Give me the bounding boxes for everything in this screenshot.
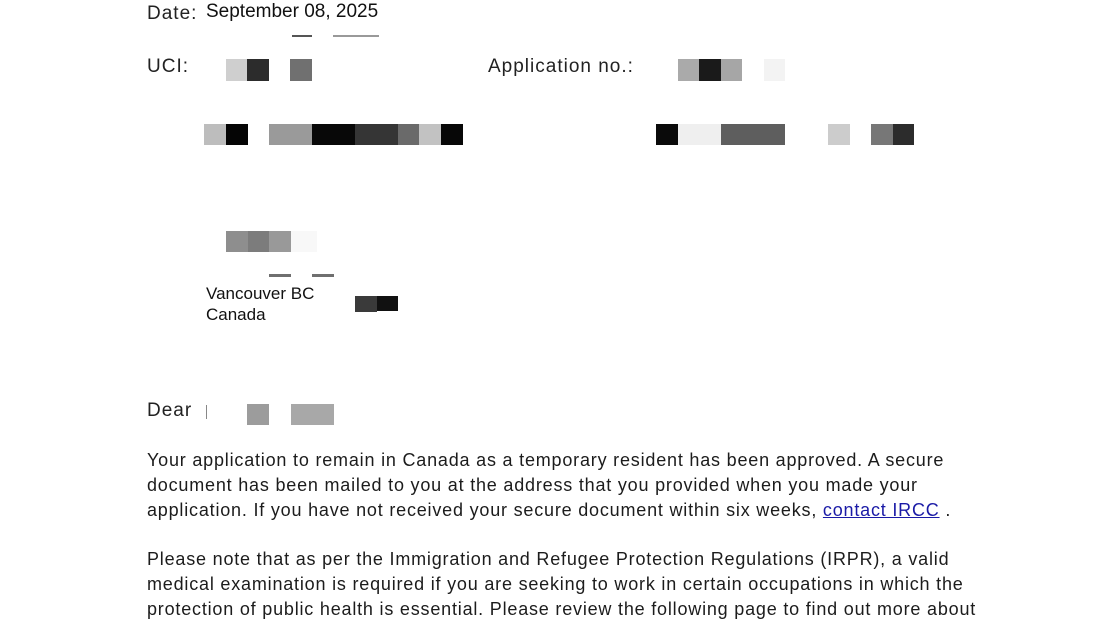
date-label: Date: — [147, 3, 198, 24]
paragraph-text: application. If you have not received your secure document within six weeks, — [147, 500, 823, 520]
paragraph-line: document has been mailed to you at the address that you provided when you made your — [147, 475, 918, 495]
redaction-mark — [292, 35, 312, 37]
paragraph-text: . — [939, 500, 952, 520]
redaction-mark — [333, 35, 379, 37]
paragraph-line — [147, 498, 1047, 523]
address-country-line: Canada — [206, 305, 266, 324]
paragraph-line: medical examination is required if you are seeking to work in certain occupations in which the — [147, 574, 964, 594]
salutation: Dear — [147, 400, 193, 421]
uci-label: UCI: — [147, 56, 189, 77]
address-city-line: Vancouver BC — [206, 284, 315, 303]
paragraph-line: protection of public health is essential. Please review the following page to find out more about — [147, 599, 977, 619]
paragraph-line: Your application to remain in Canada as a temporary resident has been approved. A secure — [147, 450, 945, 470]
approval-paragraph — [147, 448, 1047, 523]
contact-ircc-link[interactable]: contact IRCC — [822, 500, 940, 520]
date-value: September 08, 2025 — [206, 1, 379, 22]
medical-exam-paragraph — [147, 547, 1047, 622]
application-number-label: Application no.: — [488, 56, 634, 77]
paragraph-line: Please note that as per the Immigration and Refugee Protection Regulations (IRPR), a valid — [147, 549, 950, 569]
